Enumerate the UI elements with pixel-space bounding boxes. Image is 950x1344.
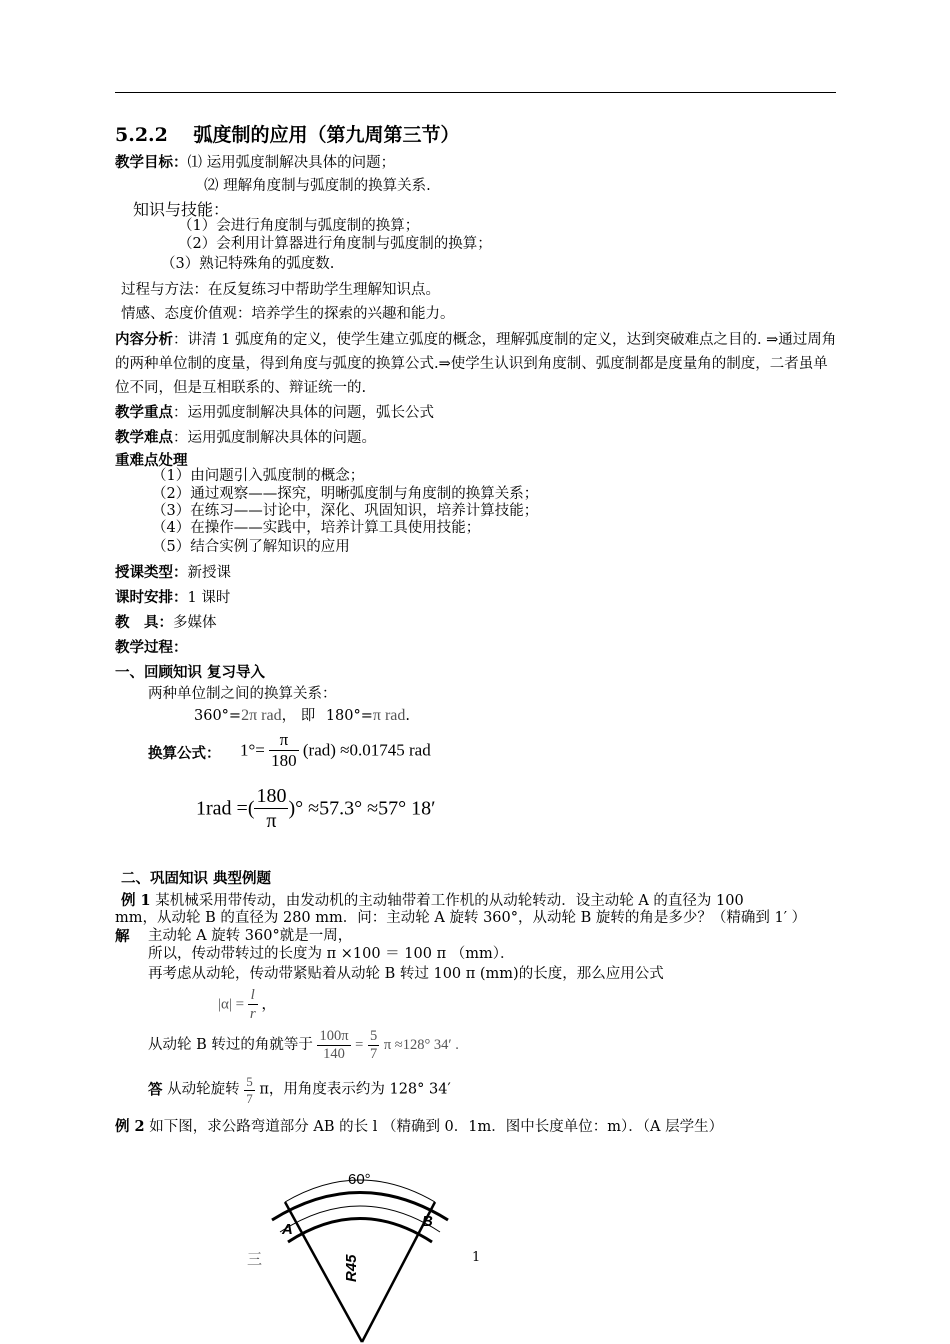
handle-5: （5）结合实例了解知识的应用 xyxy=(152,539,350,555)
solution-4 xyxy=(148,1028,459,1064)
arc-formula-tail: ， xyxy=(261,996,277,1013)
inner-arc xyxy=(288,1219,432,1243)
solution-4-den1: 140 xyxy=(323,1046,345,1063)
formula-1-fraction xyxy=(269,730,299,772)
formula-1-num: π xyxy=(269,730,299,751)
skill-3: （3）熟记特殊角的弧度数. xyxy=(161,256,335,272)
point-a-label: A xyxy=(282,1221,293,1238)
formula-2-num: 180 xyxy=(256,785,287,807)
solution-4-num2: 5 xyxy=(368,1028,379,1046)
difficulty-text: ：运用弧度制解决具体的问题。 xyxy=(173,430,376,446)
goal-2: ⑵ 理解角度制与弧度制的换算关系. xyxy=(204,178,431,194)
solution-4-fraction-1 xyxy=(317,1028,350,1064)
radius-label: R45 xyxy=(343,1254,360,1282)
goal-1: ⑴ 运用弧度制解决具体的问题； xyxy=(187,155,396,171)
arc-formula xyxy=(218,986,276,1023)
arc-formula-num: l xyxy=(248,986,258,1005)
key-text: ：运用弧度制解决具体的问题，弧长公式 xyxy=(173,405,434,421)
handle-4: （4）在操作——实践中，培养计算工具使用技能； xyxy=(152,520,481,536)
rel-part-c: ， 即 xyxy=(281,708,316,724)
solution-4-tail: π ≈128° 34′ . xyxy=(383,1037,459,1054)
emotion-line: 情感、态度价值观：培养学生的探索的兴趣和能力。 xyxy=(121,306,455,322)
example-1-text1: 某机械采用带传动，由发动机的主动轴带着工作机的从动轮转动．设主动轮 A 的直径为 100 xyxy=(150,893,744,909)
rel-part-e: π rad xyxy=(372,707,406,724)
example-2-line xyxy=(115,1118,723,1136)
answer-line xyxy=(148,1074,451,1106)
tools-value: 多媒体 xyxy=(173,615,217,631)
tools-label: 教 具： xyxy=(115,614,173,631)
arc-formula-fraction xyxy=(248,986,258,1023)
teaching-tools xyxy=(115,614,217,632)
rel-part-a: 360°= xyxy=(194,708,242,724)
formula-2-left: 1rad =( xyxy=(196,797,255,820)
skill-1: （1）会进行角度制与弧度制的换算； xyxy=(178,218,420,234)
answer-text-a: 从动轮旋转 xyxy=(162,1081,240,1098)
road-curve-figure xyxy=(260,1160,470,1344)
handle-1: （1）由问题引入弧度制的概念； xyxy=(152,468,365,484)
answer-fraction xyxy=(244,1074,255,1106)
content-analysis xyxy=(115,328,840,400)
formula-2-fraction xyxy=(254,784,288,833)
solution-4-fraction-2 xyxy=(368,1028,379,1064)
difficulty-label: 教学难点 xyxy=(115,429,173,446)
handle-label: 重难点处理 xyxy=(115,452,188,469)
lesson-type xyxy=(115,564,231,582)
section-1-heading: 一、回顾知识 复习导入 xyxy=(115,664,266,681)
formula-2 xyxy=(196,784,435,833)
formula-label: 换算公式： xyxy=(148,745,221,762)
page-number: 1 xyxy=(472,1250,481,1265)
answer-text-b: π，用角度表示约为 128° 34′ xyxy=(259,1081,451,1098)
formula-1 xyxy=(240,730,431,772)
answer-den: 7 xyxy=(246,1090,253,1106)
section-1-line1: 两种单位制之间的换算关系： xyxy=(148,686,337,702)
formula-1-den: 180 xyxy=(271,751,297,771)
arc-formula-den: r xyxy=(249,1006,256,1022)
example-2-label: 例 2 xyxy=(115,1118,145,1135)
example-2-text: 如下图，求公路弯道部分 AB 的长 l （精确到 0．1m．图中长度单位：m）．（A 层学生） xyxy=(144,1119,724,1135)
formula-1-right: (rad) ≈0.01745 rad xyxy=(302,740,431,760)
lesson-time xyxy=(115,589,230,607)
goals-line xyxy=(115,154,395,172)
answer-num: 5 xyxy=(246,1074,253,1089)
footer-left-mark: 三 xyxy=(247,1250,263,1268)
example-1-line1 xyxy=(121,892,744,910)
page-title: 5.2.2 弧度制的应用（第九周第三节） xyxy=(115,124,460,146)
formula-1-left: 1°= xyxy=(240,740,265,760)
arc-formula-left: |α| = xyxy=(218,996,245,1013)
lesson-time-value: 1 课时 xyxy=(187,590,231,606)
difficulty xyxy=(115,429,376,447)
lesson-time-label: 课时安排： xyxy=(115,589,188,606)
rel-part-b: 2π rad xyxy=(241,707,282,724)
solution-3: 再考虑从动轮，传动带紧贴着从动轮 B 转过 100 π (mm)的长度，那么应用公式 xyxy=(148,966,664,982)
key-point xyxy=(115,404,434,422)
rel-part-f: . xyxy=(405,708,411,724)
solution-4-eq: = xyxy=(355,1037,364,1054)
content-text: ：讲清 1 弧度角的定义，使学生建立弧度的概念，理解弧度制的定义，达到突破难点之目的. ⇒通过周角的两种单位制的度量，得到角度与弧度的换算公式.⇒使学生认识到角度制、弧度制都是度量角的制度，二者虽单位不同，但是互相联系的、辩证统一的. xyxy=(115,332,837,396)
answer-label: 答 xyxy=(148,1081,163,1099)
formula-2-right: )° ≈57.3° ≈57° 18′ xyxy=(288,797,436,820)
skill-2: （2）会利用计算器进行角度制与弧度制的换算； xyxy=(178,236,492,252)
lesson-type-label: 授课类型： xyxy=(115,564,188,581)
point-b-label: B xyxy=(422,1213,433,1230)
skills-label: 知识与技能： xyxy=(133,200,230,219)
handle-3: （3）在练习——讨论中，深化、巩固知识，培养计算技能； xyxy=(152,503,539,519)
process-line: 过程与方法：在反复练习中帮助学生理解知识点。 xyxy=(121,282,440,298)
solution-4-den2: 7 xyxy=(369,1046,378,1063)
solution-4-text: 从动轮 B 转过的角就等于 xyxy=(148,1037,313,1054)
rel-part-d: 180°= xyxy=(325,708,373,724)
solution-1: 主动轮 A 旋转 360°就是一周， xyxy=(148,928,353,944)
example-1-label: 例 1 xyxy=(121,892,151,909)
goals-label: 教学目标： xyxy=(115,154,188,171)
solution-4-num1: 100π xyxy=(317,1028,350,1046)
content-label: 内容分析 xyxy=(115,331,173,348)
unit-relation xyxy=(194,706,410,725)
angle-label: 60° xyxy=(348,1171,371,1188)
header-rule xyxy=(115,92,836,93)
solution-2: 所以，传动带转过的长度为 π ×100 ＝ 100 π （mm）． xyxy=(148,946,515,962)
solution-label: 解 xyxy=(115,928,130,945)
process-label: 教学过程： xyxy=(115,639,188,656)
handle-2: （2）通过观察——探究，明晰弧度制与角度制的换算关系； xyxy=(152,486,539,502)
lesson-type-value: 新授课 xyxy=(187,565,231,581)
formula-2-den: π xyxy=(266,810,277,832)
key-label: 教学重点 xyxy=(115,404,173,421)
section-2-heading: 二、巩固知识 典型例题 xyxy=(121,870,272,887)
example-1-line2: mm，从动轮 B 的直径为 280 mm．问：主动轮 A 旋转 360°，从动轮 B 旋转的角是多少？（精确到 1′ ） xyxy=(115,910,807,926)
